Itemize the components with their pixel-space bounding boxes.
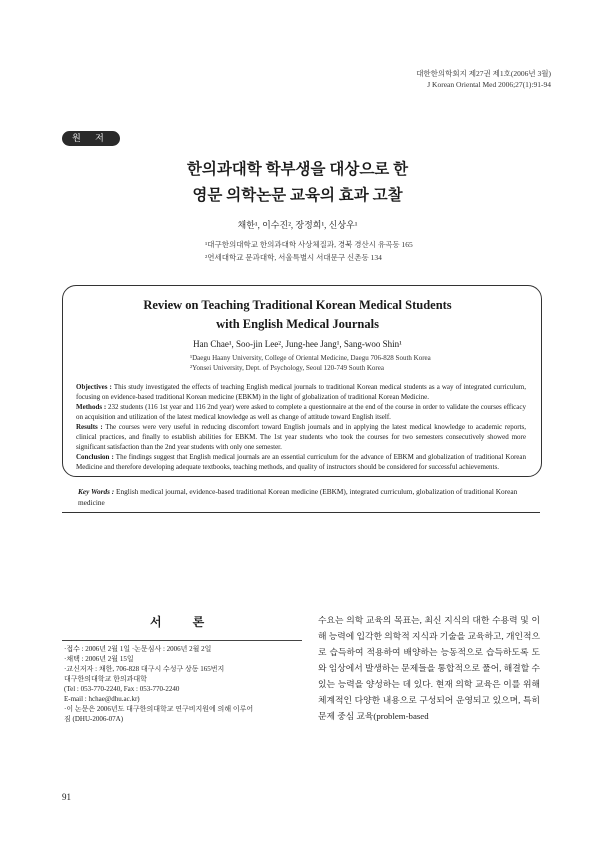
keywords-divider bbox=[62, 512, 540, 513]
objectives-label: Objectives : bbox=[76, 383, 112, 391]
journal-citation bbox=[341, 68, 551, 90]
methods-label: Methods : bbox=[76, 403, 107, 412]
keywords-text: English medical journal, evidence-based traditional Korean medicine (EBKM), integrated curriculum, globalization of traditional Korean medicine bbox=[78, 487, 518, 507]
korean-affiliation-1: ¹대구한의대학교 한의과대학 사상체질과, 경북 경산시 유곡동 165 bbox=[205, 240, 413, 249]
article-type-badge: 원 저 bbox=[62, 131, 120, 146]
body-text-column: 수요는 의학 교육의 목표는, 최신 지식의 대한 수용력 및 이해 능력에 입각한 의학적 지식과 기술을 교육하고, 개인적으로 습득하여 적용하여 배양하는 능동적으로 습득하도록 도와 임상에서 발생하는 문제들을 통합적으로 풀어, 해결할 수 있는 능력을 양성하는 데 있다. 현재 의학 교육은 이를 위해 체계적인 다양한 내용으로 구성되어 운영되고 있으며, 특히 문제 중심 교육(problem-based bbox=[318, 615, 540, 721]
keywords-label: Key Words : bbox=[78, 487, 115, 496]
english-title-line-2: with English Medical Journals bbox=[216, 317, 379, 331]
methods-text: 232 students (116 1st year and 116 2nd year) were asked to complete a questionnaire at the end of the course in order to validate the courses efficacy on acquisition and utilization of the latest medical knowledge as well as change of attitude toward English itself. bbox=[76, 403, 526, 421]
footnote-line: 대구한의대학교 한의과대학 bbox=[64, 675, 147, 683]
conclusion-label: Conclusion : bbox=[76, 453, 114, 462]
footnote-line: ·접수 : 2006년 2월 1일 ·논문심사 : 2006년 2월 2일 bbox=[64, 645, 212, 653]
conclusion-text: The findings suggest that English medical journals are an essential curriculum for the advance of EBKM and globalization of traditional Korean Medicine and therefore developing adequate textbooks, teaching methods, and quality of instructors should be considered for successful achievements. bbox=[76, 453, 526, 471]
abstract-results bbox=[76, 423, 526, 452]
keywords bbox=[78, 486, 528, 508]
footnote-line: E-mail : hchae@dhu.ac.kr) bbox=[64, 695, 140, 703]
abstract-objectives bbox=[76, 383, 526, 402]
abstract-text bbox=[76, 383, 526, 473]
page-number: 91 bbox=[62, 792, 71, 802]
korean-affiliation-2: ²연세대학교 문과대학, 서울특별시 서대문구 신촌동 134 bbox=[205, 253, 382, 262]
korean-title-line-1: 한의과대학 학부생을 대상으로 한 bbox=[186, 161, 409, 178]
footnote-line: (Tel : 053-770-2240, Fax : 053-770-2240 bbox=[64, 685, 180, 693]
english-title bbox=[0, 296, 595, 334]
footnote bbox=[64, 644, 300, 724]
journal-line-2: J Korean Oriental Med 2006;27(1):91-94 bbox=[427, 80, 551, 89]
results-text: The courses were very useful in reducing discomfort toward English journals and in applying the latest medical knowledge to academic reports, clinical practices, and finally to establish abilities for EBKM. The 1st year students who took the courses for two semesters consecutively showed more significant satisfaction than the 2nd year students with only one semester. bbox=[76, 423, 526, 451]
footnote-line: ·이 논문은 2006년도 대구한의대학교 연구비지원에 의해 이루어 bbox=[64, 705, 254, 713]
abstract-methods bbox=[76, 403, 526, 422]
objectives-text: This study investigated the effects of teaching English medical journals to traditional Korean medical students as a way of integrated curriculum, focusing on evidence-based traditional Korean medicine (EBKM) in the light of globalization of traditional Korean Medicine. bbox=[76, 383, 526, 401]
footnote-line: ·교신저자 : 채한, 706-828 대구시 수성구 상동 165번지 bbox=[64, 665, 225, 673]
footnote-line: 짐 (DHU-2006-07A) bbox=[64, 715, 124, 723]
journal-line-1: 대한한의학회지 제27권 제1호(2006년 3월) bbox=[416, 69, 551, 78]
section-heading-introduction: 서 론 bbox=[150, 615, 219, 629]
abstract-conclusion bbox=[76, 453, 526, 472]
english-affiliation-1: ¹Daegu Haany University, College of Oriental Medicine, Daegu 706-828 South Korea bbox=[190, 354, 431, 362]
english-title-line-1: Review on Teaching Traditional Korean Medical Students bbox=[143, 298, 452, 312]
footnote-rule bbox=[62, 640, 302, 641]
english-affiliations bbox=[190, 353, 431, 373]
korean-title-line-2: 영문 의학논문 교육의 효과 고찰 bbox=[192, 187, 403, 204]
english-affiliation-2: ²Yonsei University, Dept. of Psychology, Seoul 120-749 South Korea bbox=[190, 364, 384, 372]
footnote-line: ·채택 : 2006년 2월 15일 bbox=[64, 655, 134, 663]
korean-title bbox=[0, 157, 595, 209]
korean-authors: 채한¹, 이수진², 장정희¹, 신상우¹ bbox=[237, 220, 358, 230]
korean-affiliations bbox=[205, 238, 413, 264]
results-label: Results : bbox=[76, 423, 103, 432]
english-authors: Han Chae¹, Soo-jin Lee², Jung-hee Jang¹, Sang-woo Shin¹ bbox=[193, 339, 402, 349]
